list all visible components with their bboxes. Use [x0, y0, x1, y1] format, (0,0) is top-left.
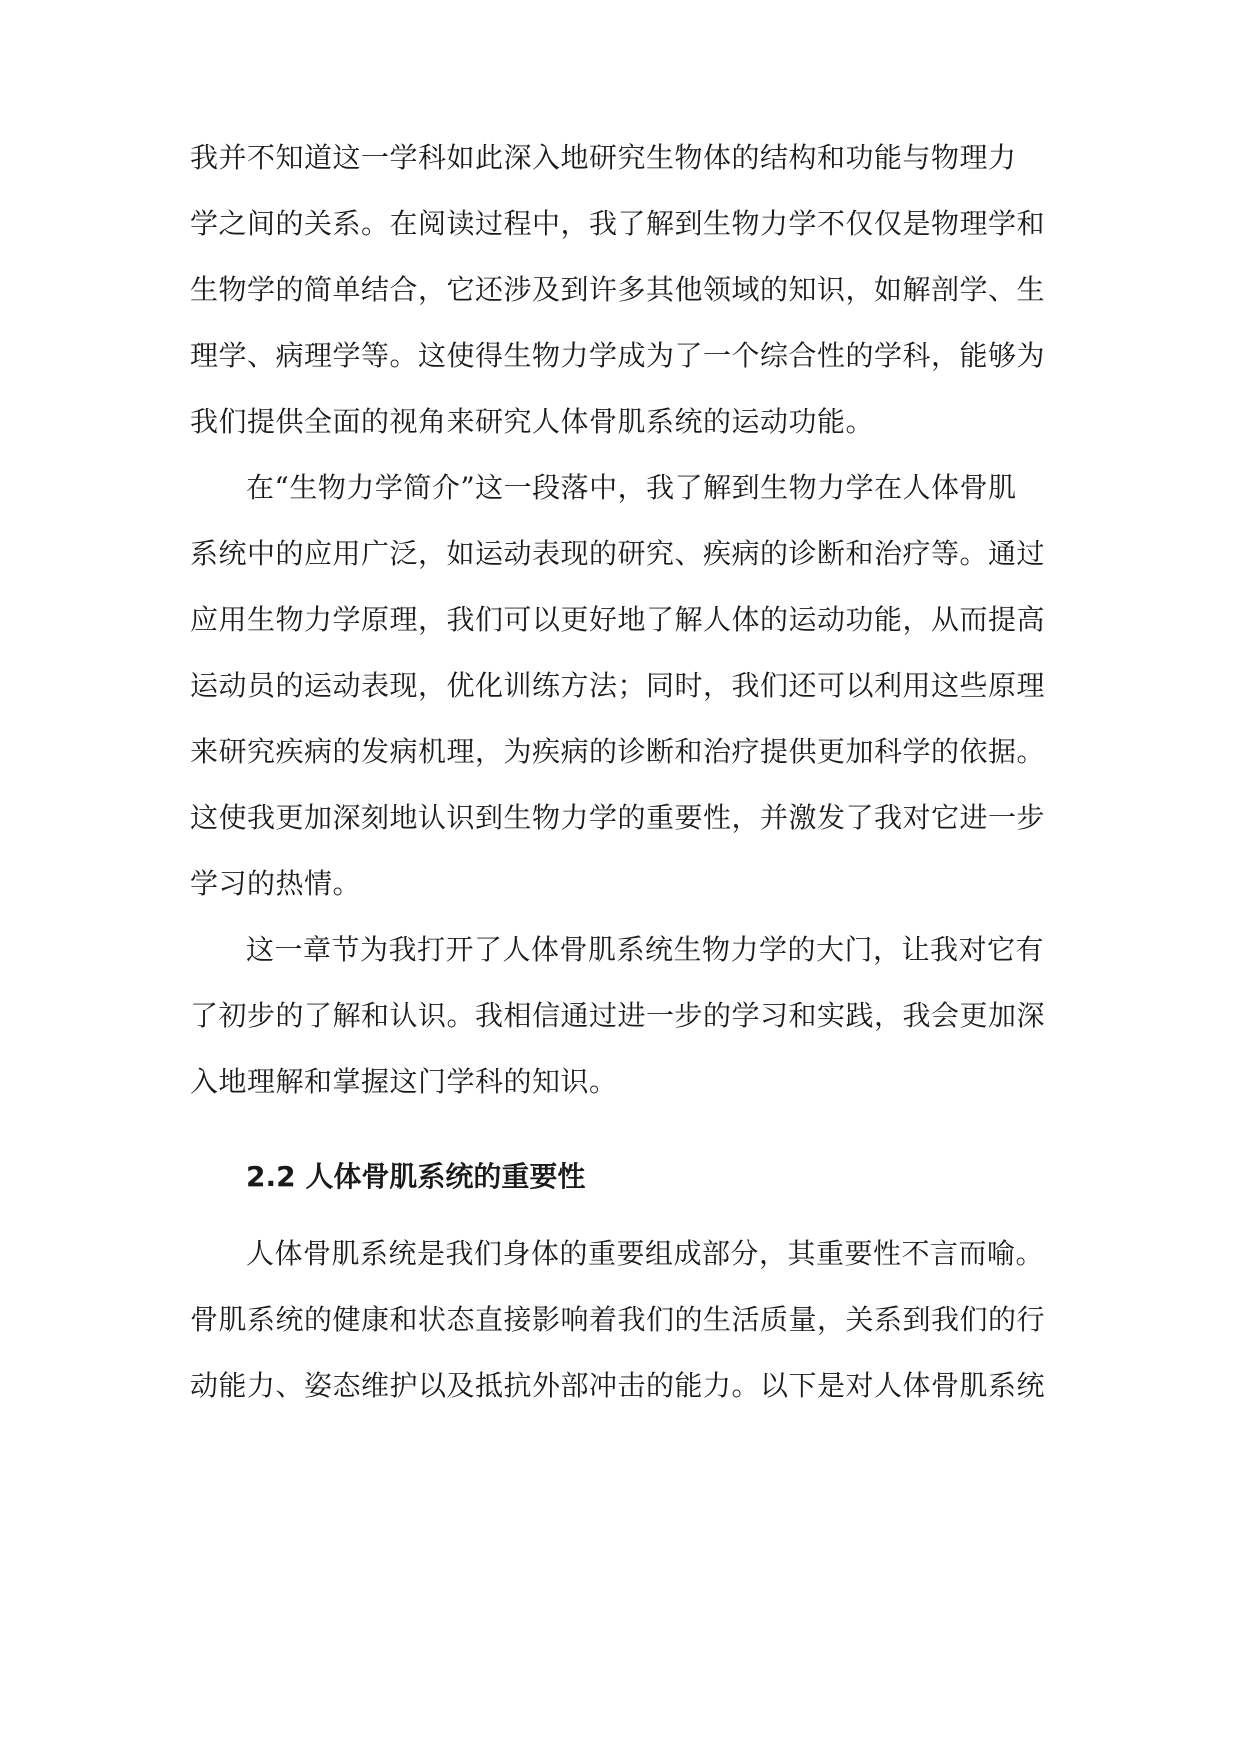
paragraph-3-line-3: 入地理解和掌握这门学科的知识。	[190, 1065, 618, 1098]
paragraph-4-line-1: 人体骨肌系统是我们身体的重要组成部分，其重要性不言而喻。	[246, 1237, 1045, 1270]
section-heading: 2.2 人体骨肌系统的重要性	[246, 1160, 586, 1193]
paragraph-1-line-1: 我并不知道这一学科如此深入地研究生物体的结构和功能与物理力	[190, 141, 1017, 174]
paragraph-3-line-2: 了初步的了解和认识。我相信通过进一步的学习和实践，我会更加深	[190, 999, 1046, 1032]
paragraph-1-line-4: 理学、病理学等。这使得生物力学成为了一个综合性的学科，能够为	[190, 339, 1046, 372]
paragraph-2-line-1: 在“生物力学简介”这一段落中，我了解到生物力学在人体骨肌	[246, 471, 1017, 504]
paragraph-2-line-6: 这使我更加深刻地认识到生物力学的重要性，并激发了我对它进一步	[190, 801, 1046, 834]
paragraph-3-line-1: 这一章节为我打开了人体骨肌系统生物力学的大门，让我对它有	[246, 933, 1045, 966]
paragraph-4-line-2: 骨肌系统的健康和状态直接影响着我们的生活质量，关系到我们的行	[190, 1303, 1046, 1336]
paragraph-2-line-2: 系统中的应用广泛，如运动表现的研究、疾病的诊断和治疗等。通过	[190, 537, 1046, 570]
paragraph-2-line-3: 应用生物力学原理，我们可以更好地了解人体的运动功能，从而提高	[190, 603, 1046, 636]
paragraph-1-line-2: 学之间的关系。在阅读过程中，我了解到生物力学不仅仅是物理学和	[190, 207, 1046, 240]
paragraph-2-line-5: 来研究疾病的发病机理，为疾病的诊断和治疗提供更加科学的依据。	[190, 735, 1046, 768]
paragraph-2-line-7: 学习的热情。	[190, 867, 362, 900]
paragraph-2-line-4: 运动员的运动表现，优化训练方法；同时，我们还可以利用这些原理	[190, 669, 1046, 702]
paragraph-4-line-3: 动能力、姿态维护以及抵抗外部冲击的能力。以下是对人体骨肌系统	[190, 1369, 1046, 1402]
paragraph-1-line-3: 生物学的简单结合，它还涉及到许多其他领域的知识，如解剖学、生	[190, 273, 1046, 306]
paragraph-1-line-5: 我们提供全面的视角来研究人体骨肌系统的运动功能。	[190, 405, 875, 438]
